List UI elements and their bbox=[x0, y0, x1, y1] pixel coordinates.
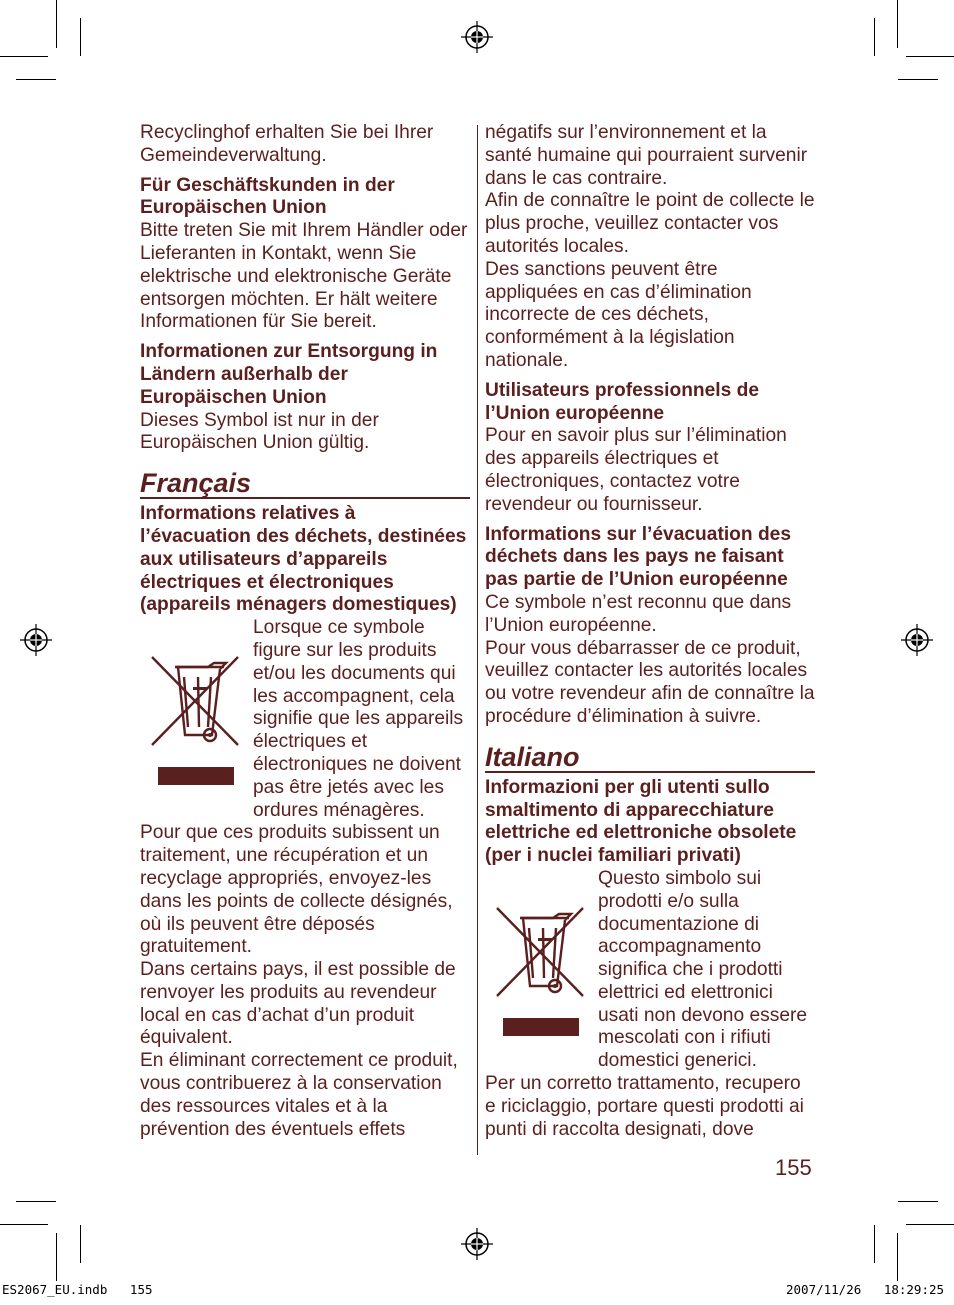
crop-mark bbox=[874, 18, 875, 56]
crop-mark bbox=[0, 1224, 48, 1225]
paragraph: Bitte treten Sie mit Ihrem Händler oder Lieferanten in Kontakt, wenn Sie elektrische und elektronische Geräte entsorgen möchten. Er hält weitere Informationen für Sie bereit. bbox=[140, 220, 468, 333]
crop-mark bbox=[906, 56, 954, 57]
paragraph: Pour en savoir plus sur l’élimination des appareils électriques et électroniques, contactez votre revendeur ou fournisseur. bbox=[485, 425, 787, 515]
heading: Informazioni per gli utenti sullo smaltimento di apparecchiature elettriche ed elettroniche obsolete (per i nuclei familiari privati) bbox=[485, 776, 797, 867]
paragraph: Ce symbole n’est reconnu que dans l’Union européenne. bbox=[485, 591, 792, 636]
column-divider bbox=[477, 125, 478, 1155]
paragraph: Per un corretto trattamento, recupero e riciclaggio, portare questi prodotti ai punti di raccolta designati, dove bbox=[485, 1073, 804, 1140]
page-number: 155 bbox=[775, 1155, 812, 1180]
crop-mark bbox=[897, 1233, 898, 1281]
heading: Für Geschäftskunden in der Europäischen Union bbox=[140, 174, 395, 219]
paragraph: Recyclinghof erhalten Sie bei Ihrer Gemeindeverwaltung. bbox=[140, 122, 434, 166]
print-slug-file: ES2067_EU.indb 155 bbox=[2, 1282, 153, 1297]
heading: Informations relatives à l’évacuation des déchets, destinées aux utilisateurs d’appareils électriques et électroniques (appareils ménagers domestiques) bbox=[140, 503, 467, 616]
crop-mark bbox=[898, 79, 938, 80]
registration-mark-icon bbox=[461, 1228, 493, 1260]
heading: Utilisateurs professionnels de l’Union européenne bbox=[485, 379, 760, 424]
crop-mark bbox=[906, 1224, 954, 1225]
crossed-out-wheelie-bin-icon bbox=[140, 617, 250, 807]
crop-mark bbox=[897, 0, 898, 48]
crop-mark bbox=[874, 1225, 875, 1263]
crop-mark bbox=[80, 1225, 81, 1263]
weee-figure bbox=[140, 617, 470, 822]
registration-mark-icon bbox=[461, 21, 493, 53]
crop-mark bbox=[56, 1233, 57, 1281]
crop-mark bbox=[898, 1201, 938, 1202]
print-slug-timestamp: 2007/11/26 18:29:25 bbox=[786, 1282, 945, 1297]
heading: Informations sur l’évacuation des déchets dans les pays ne faisant pas partie de l’Union européenne bbox=[485, 523, 792, 591]
crop-mark bbox=[56, 0, 57, 48]
section-title-francais: Français bbox=[140, 469, 470, 499]
paragraph: Afin de connaître le point de collecte le plus proche, veuillez contacter vos autorités locales. bbox=[485, 190, 815, 257]
registration-mark-icon bbox=[20, 624, 52, 656]
weee-figure bbox=[485, 868, 815, 1073]
paragraph: Questo simbolo sui prodotti e/o sulla documentazione di accompagnamento significa che i prodotti elettrici ed elettronici usati non devono essere mescolati con i rifiuti domestici generici. bbox=[598, 867, 808, 1072]
paragraph: Pour que ces produits subissent un traitement, une récupération et un recyclage appropriés, envoyez-les dans les points de collecte désignés, où ils peuvent être déposés gratuitement. bbox=[140, 822, 453, 958]
crop-mark bbox=[0, 56, 48, 57]
paragraph: Dieses Symbol ist nur in der Europäischen Union gültig. bbox=[140, 409, 379, 454]
crop-mark bbox=[80, 18, 81, 56]
left-column bbox=[140, 122, 470, 1141]
section-title-italiano: Italiano bbox=[485, 743, 815, 773]
paragraph: Pour vous débarrasser de ce produit, veuillez contacter les autorités locales ou votre revendeur afin de connaître la procédure d’élimination à suivre. bbox=[485, 637, 815, 727]
paragraph: En éliminant correctement ce produit, vous contribuerez à la conservation des ressources vitales et à la prévention des éventuels effets bbox=[140, 1050, 458, 1140]
crop-mark bbox=[16, 79, 56, 80]
paragraph: Des sanctions peuvent être appliquées en cas d’élimination incorrecte de ces déchets, conformément à la législation nationale. bbox=[485, 258, 752, 371]
crop-mark bbox=[16, 1201, 56, 1202]
heading: Informationen zur Entsorgung in Ländern außerhalb der Europäischen Union bbox=[140, 341, 438, 408]
crossed-out-wheelie-bin-icon bbox=[485, 868, 595, 1058]
paragraph: Dans certains pays, il est possible de renvoyer les produits au revendeur local en cas d’achat d’un produit équivalent. bbox=[140, 959, 456, 1049]
paragraph: négatifs sur l’environnement et la santé humaine qui pourraient survenir dans le cas contraire. bbox=[485, 122, 808, 189]
paragraph: Lorsque ce symbole figure sur les produits et/ou les documents qui les accompagnent, cela signifie que les appareils électriques et électroniques ne doivent pas être jetés avec les ordures ménagères. bbox=[253, 617, 464, 821]
right-column bbox=[485, 122, 815, 1141]
registration-mark-icon bbox=[901, 624, 933, 656]
